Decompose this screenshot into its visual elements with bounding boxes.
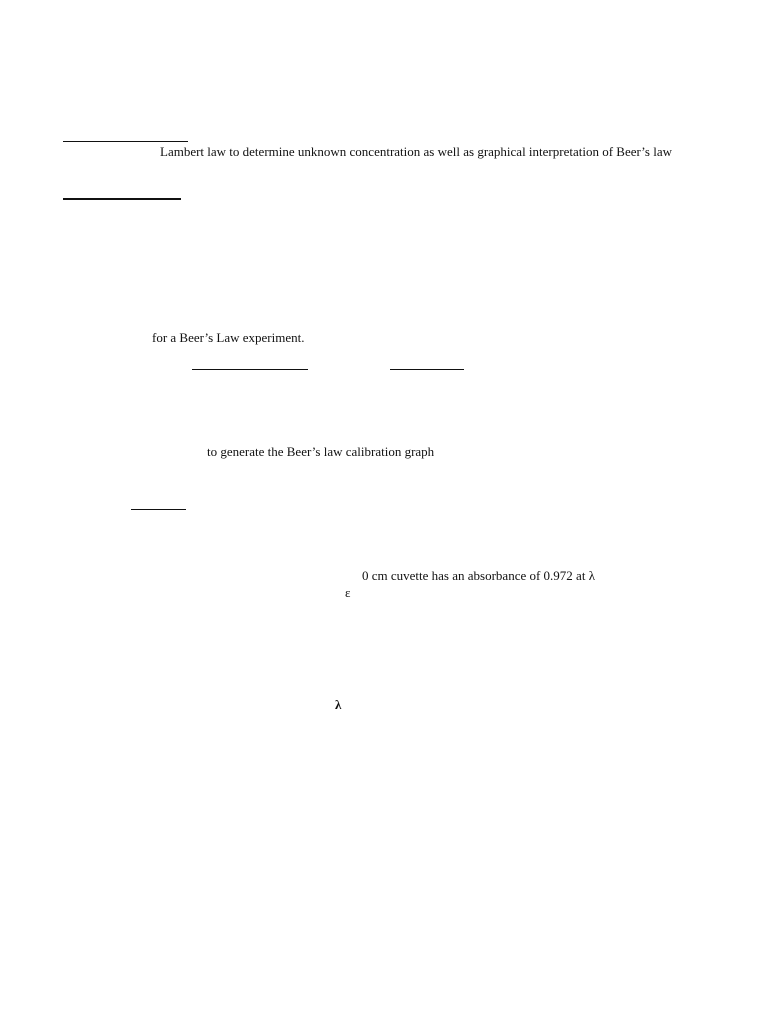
calibration-text: to generate the Beer’s law calibration graph — [207, 444, 435, 459]
blank-line-1 — [192, 369, 308, 370]
experiment-text: for a Beer’s Law experiment. — [152, 330, 305, 345]
cuvette-text: 0 cm cuvette has an absorbance of 0.972 at λ — [362, 568, 595, 583]
epsilon-symbol: ε — [345, 585, 351, 600]
section-heading-underline — [63, 198, 181, 200]
blank-line-2 — [390, 369, 464, 370]
objective-text: Lambert law to determine unknown concentration as well as graphical interpretation of Beer’s law — [160, 144, 672, 159]
lambda-symbol: λ — [335, 697, 342, 712]
blank-line-3 — [131, 509, 186, 510]
title-underline — [63, 141, 188, 142]
